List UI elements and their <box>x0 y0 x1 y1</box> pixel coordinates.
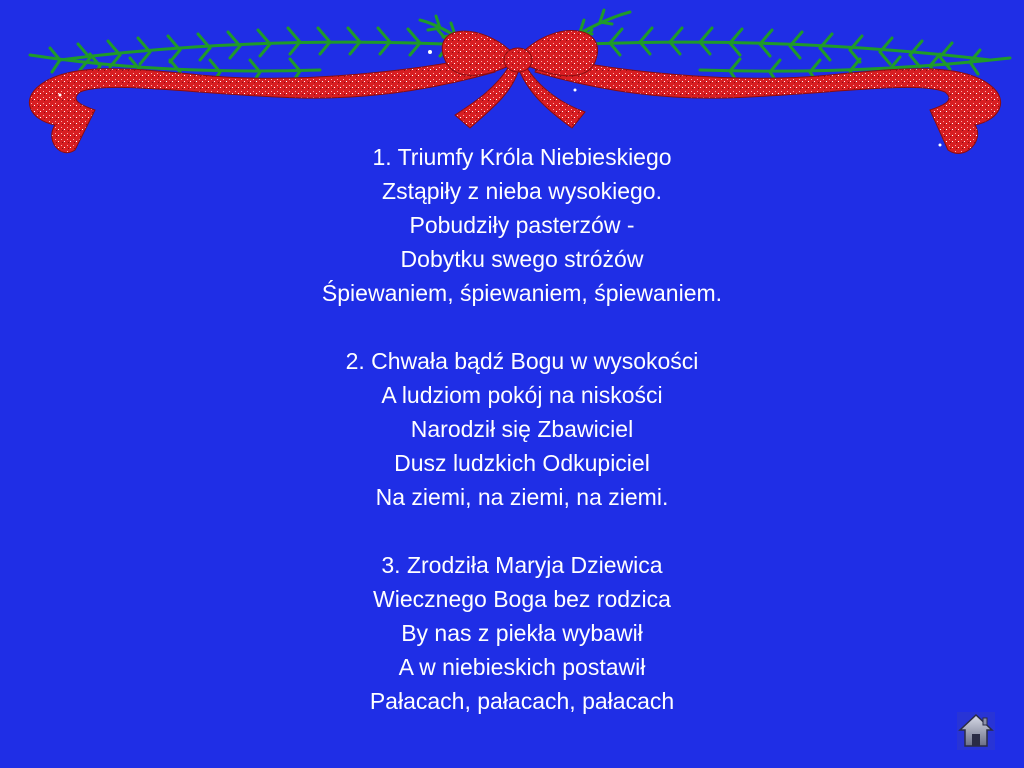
stanza-1 <box>0 140 1024 310</box>
stanza-2 <box>0 344 1024 514</box>
lyric-line: By nas z piekła wybawił <box>401 620 643 646</box>
lyric-line: Zstąpiły z nieba wysokiego. <box>382 178 662 204</box>
lyric-line: 1. Triumfy Króla Niebieskiego <box>372 144 672 170</box>
lyric-line: Dobytku swego stróżów <box>400 246 644 272</box>
stanza-3 <box>0 548 1024 718</box>
lyric-line: A ludziom pokój na niskości <box>381 382 663 408</box>
bow-loop-right <box>520 31 598 76</box>
home-button[interactable] <box>957 712 995 750</box>
bow-knot <box>504 48 532 72</box>
lyric-line: Na ziemi, na ziemi, na ziemi. <box>375 484 669 510</box>
lyric-line: 3. Zrodziła Maryja Dziewica <box>381 552 663 578</box>
carol-lyrics <box>0 140 1024 718</box>
lyric-line: Śpiewaniem, śpiewaniem, śpiewaniem. <box>321 280 723 306</box>
bow-loop-left <box>442 31 515 75</box>
home-icon <box>957 712 995 750</box>
lyric-line: Wiecznego Boga bez rodzica <box>373 586 671 612</box>
lyric-line: 2. Chwała bądź Bogu w wysokości <box>345 348 699 374</box>
lyric-line: Narodził się Zbawiciel <box>410 416 634 442</box>
lyric-line: Pobudziły pasterzów - <box>409 212 635 238</box>
lyric-line: A w niebieskich postawił <box>398 654 646 680</box>
lyric-line: Pałacach, pałacach, pałacach <box>369 688 675 714</box>
lyric-line: Dusz ludzkich Odkupiciel <box>394 450 650 476</box>
